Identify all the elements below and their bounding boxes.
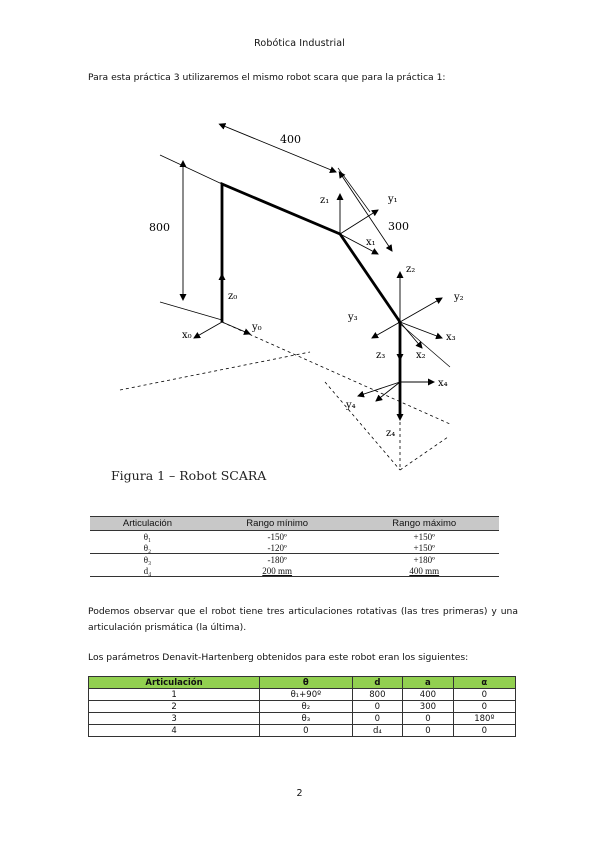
table-row (89, 689, 516, 701)
table-cell: 0 (403, 725, 454, 737)
table-header-row (89, 677, 516, 689)
table-header-cell: Rango mínimo (205, 517, 350, 531)
joint-range-table (90, 516, 499, 577)
table-cell: 1 (89, 689, 260, 701)
dimension-400-label: 400 (280, 133, 301, 146)
table-cell: θ₂ (260, 701, 353, 713)
axis-label-y3: y₃ (348, 312, 358, 323)
table-row (90, 542, 499, 554)
table-cell: -150º (267, 531, 287, 542)
page-number: 2 (296, 788, 303, 799)
axis-label-y4: y₄ (346, 400, 356, 411)
table-cell: θ₁ (143, 531, 152, 542)
table-cell: 400 mm (349, 565, 499, 577)
table-cell: -180º (267, 554, 287, 565)
table-cell: -120º (205, 542, 350, 554)
axis-label-z4: z₄ (386, 428, 396, 439)
axis-label-z2: z₂ (406, 264, 416, 275)
axis-label-y1: y₁ (388, 194, 398, 205)
figure-caption: Figura 1 – Robot SCARA (111, 468, 267, 483)
table-cell: 300 (403, 701, 454, 713)
table-cell: +180º (413, 554, 435, 565)
axis-label-x2: x₂ (416, 350, 426, 361)
table-cell: θ₃ (260, 713, 353, 725)
table-cell: θ₁+90º (260, 689, 353, 701)
axis-label-y2: y₂ (454, 292, 464, 303)
table-header-cell: d (352, 677, 403, 689)
axis-label-y0: y₀ (252, 322, 262, 333)
table-cell: θ₃ (143, 554, 152, 565)
table-cell: 0 (453, 725, 515, 737)
dh-intro-paragraph: Los parámetros Denavit-Hartenberg obtenidos para este robot eran los siguientes: (88, 652, 469, 663)
table-cell: 3 (89, 713, 260, 725)
frame-0-axes (194, 274, 250, 338)
table-cell: d₄ (90, 565, 205, 577)
table-cell: 800 (352, 689, 403, 701)
table-header-cell: Articulación (89, 677, 260, 689)
table-cell: 0 (352, 701, 403, 713)
table-cell: 4 (89, 725, 260, 737)
table-header-cell: a (403, 677, 454, 689)
dimension-300-label: 300 (388, 220, 409, 233)
table-row (89, 713, 516, 725)
table-row (89, 725, 516, 737)
robot-arm-links (222, 184, 400, 416)
dh-parameters-table (88, 676, 516, 737)
table-header-cell: Articulación (90, 517, 205, 531)
frame-4-axes (358, 382, 434, 420)
table-header-cell: Rango máximo (349, 517, 499, 531)
axis-label-x3: x₃ (446, 332, 456, 343)
table-cell: 0 (260, 725, 353, 737)
table-cell: θ₂ (90, 542, 205, 554)
page-header: Robótica Industrial (254, 38, 345, 49)
table-cell: 2 (89, 701, 260, 713)
frame-2-axes (372, 272, 442, 338)
table-cell: 0 (453, 689, 515, 701)
table-header-cell: θ (260, 677, 353, 689)
table-cell: +150º (413, 531, 435, 542)
table-cell: 0 (403, 713, 454, 725)
table-cell: 0 (352, 713, 403, 725)
axis-label-x1: x₁ (366, 237, 376, 248)
axis-label-z1: z₁ (320, 195, 330, 206)
table-cell: 200 mm (205, 565, 350, 577)
extension-lines (160, 155, 450, 367)
axis-label-z3: z₃ (376, 350, 386, 361)
intro-paragraph: Para esta práctica 3 utilizaremos el mismo robot scara que para la práctica 1: (88, 72, 446, 83)
table-cell: d₄ (352, 725, 403, 737)
scara-robot-figure (100, 112, 500, 487)
dimension-800-label: 800 (149, 221, 170, 234)
table-cell: 400 (403, 689, 454, 701)
axis-label-x0: x₀ (182, 330, 192, 341)
observation-paragraph: Podemos observar que el robot tiene tres articulaciones rotativas (las tres primeras) y una articulación prismática (la última). (88, 606, 518, 633)
axis-label-z0: z₀ (228, 291, 238, 302)
table-row (90, 565, 499, 577)
table-cell: +150º (349, 542, 499, 554)
table-row (90, 531, 499, 543)
table-cell: 0 (453, 701, 515, 713)
table-cell: 180º (453, 713, 515, 725)
table-header-cell: α (453, 677, 515, 689)
axis-label-x4: x₄ (438, 378, 448, 389)
table-row (89, 701, 516, 713)
table-header-row (90, 517, 499, 531)
table-row (90, 554, 499, 566)
